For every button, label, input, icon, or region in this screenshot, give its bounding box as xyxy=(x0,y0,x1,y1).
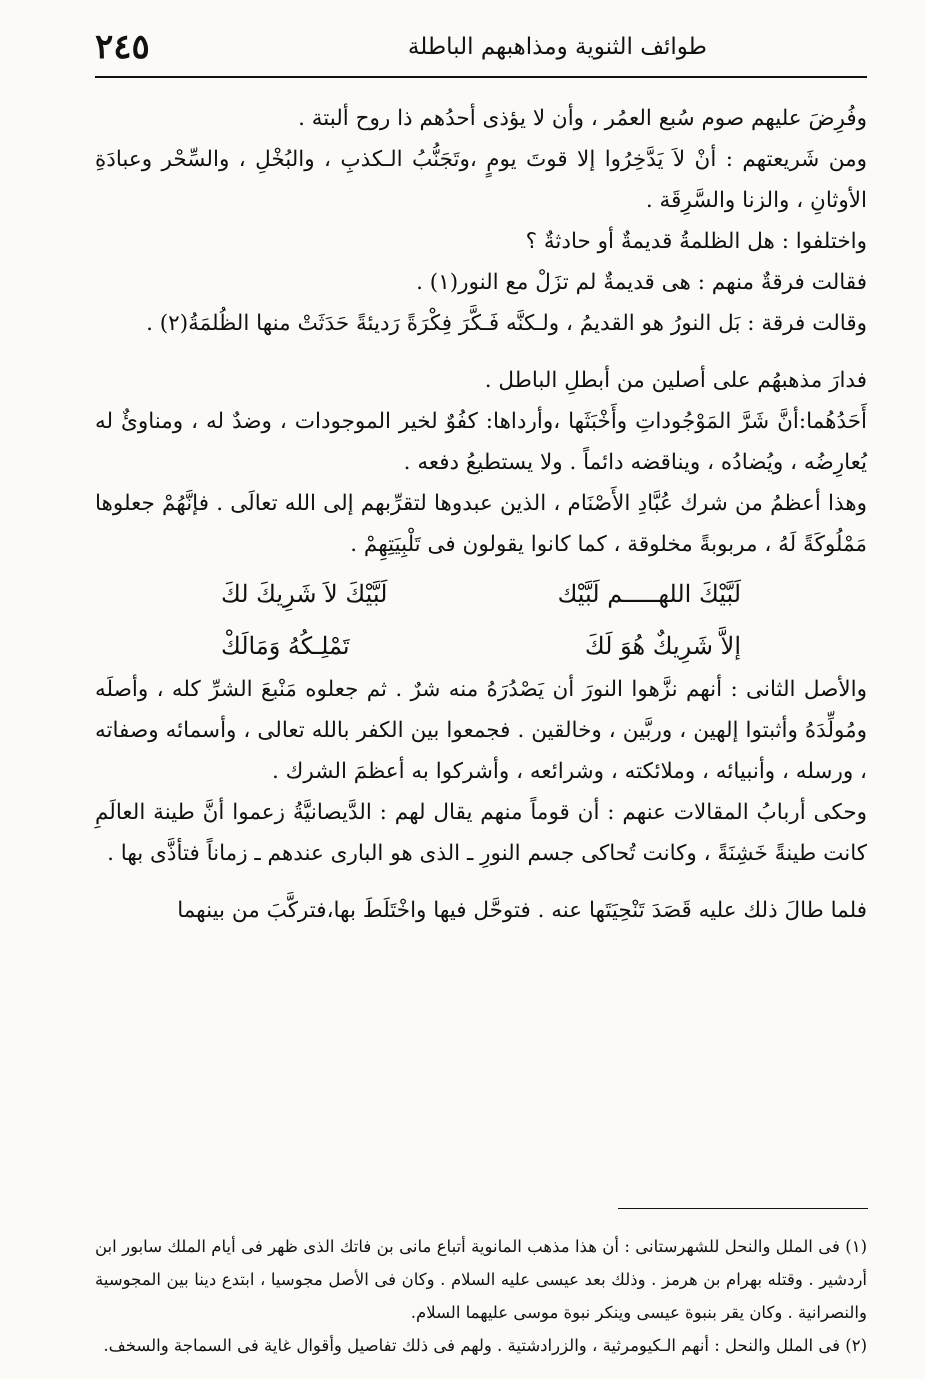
footnote: (١) فى الملل والنحل للشهرستانى : أن هذا مذهب المانوية أتباع مانى بن فاتك الذى ظهر فى أيام الملك سابور ابن أردشير . وقتله بهرام بن هرمز . وذلك بعد عيسى عليه السلام . وكان فى الأصل مجوسيا ، ابتدع دينا بين المجوسية والنصرانية . وكان يقر بنبوة عيسى وينكر نبوة موسى عليهما السلام. xyxy=(95,1237,867,1322)
verse-line xyxy=(221,571,741,617)
page-header xyxy=(95,18,867,78)
paragraph: أَحَدُهُما:أنَّ شَرَّ المَوْجُوداتِ وأَخْبَثَها ،وأرداها: كفُوٌ لخير الموجودات ، وضدٌ له ، ومناوئٌ له يُعارِضُه ، ويُضادُه ، ويناقضه دائماً . ولا يستطيعُ دفعه . xyxy=(95,409,867,475)
paragraph: وفُرِضَ عليهم صوم سُبع العمُر ، وأن لا يؤذى أحدُهم ذا روح ألبتة . xyxy=(298,106,867,131)
verse-hemistich: لَبَّيْكَ اللهـــــم لَبَّيْك xyxy=(557,580,741,608)
running-title: طوائف الثنوية ومذاهبهم الباطلة xyxy=(407,34,707,60)
footnotes xyxy=(95,1230,867,1362)
paragraph: وحكى أربابُ المقالات عنهم : أن قوماً منهم يقال لهم : الدَّيصانيَّةُ زعموا أنَّ طينة العالَمِ كانت طينةً خَشِنَةً ، وكانت تُحاكى جسم النورِ ـ الذى هو البارى عندهم ـ زماناً فتأذَّى بها . xyxy=(95,800,867,866)
main-text xyxy=(95,98,867,931)
paragraph: وقالت فرقة : بَل النورُ هو القديمُ ، ولـكنَّه فَـكَّرَ فِكْرَةً رَديئةً حَدَثَتْ منها الظُلمَةُ(٢) . xyxy=(146,311,867,336)
paragraph: وهذا أعظمُ من شرك عُبَّادِ الأَصْنَام ، الذين عبدوها لتقرِّبهم إلى الله تعالَى . فإنَّهُمْ جعلوها مَمْلُوكَةً لَهُ ، مربوبةً مخلوقة ، كما كانوا يقولون فى تَلْبِيَتِهِمْ . xyxy=(95,491,867,557)
footnote-separator xyxy=(618,1208,868,1209)
footnote: (٢) فى الملل والنحل : أنهم الـكيومرثية ، والزرادشتية . ولهم فى ذلك تفاصيل وأقوال غاية فى السماجة والسخف. xyxy=(103,1336,867,1355)
paragraph: ومن شَريعتهم : أنْ لاَ يَدَّخِرُوا إلا قوتَ يومٍ ،وتَجَنُّبُ الـكذبِ ، والبُخْلِ ، والسِّحْر وعبادَةِ الأوثانِ ، والزنا والسَّرِقَة . xyxy=(95,147,867,213)
verse-hemistich: تَمْلِـكُهُ وَمَالَكْ xyxy=(221,632,350,660)
verse-hemistich: إلاَّ شَرِيكٌ هُوَ لَكَ xyxy=(584,632,741,660)
paragraph: فقالت فرقةٌ منهم : هى قديمةٌ لم تزَلْ مع النور(١) . xyxy=(416,270,867,295)
page-number: ٢٤٥ xyxy=(95,27,150,67)
paragraph: واختلفوا : هل الظلمةُ قديمةٌ أو حادثةٌ ؟ xyxy=(525,229,867,254)
paragraph: والأصل الثانى : أنهم نزَّهوا النورَ أن يَصْدُرَهُ منه شرٌ . ثم جعلوه مَنْبعَ الشرِّ كله ، وأصلَه ومُولِّدَهُ وأثبتوا إلهين ، وربَّين ، وخالقين . فجمعوا بين الكفر بالله تعالى ، وأسمائه وصفاته ، ورسله ، وأنبيائه ، وملائكته ، وشرائعه ، وأشركوا به أعظمَ الشرك . xyxy=(95,677,867,784)
verse-hemistich: لَبَّيْكَ لاَ شَرِيكَ لكَ xyxy=(221,580,388,608)
paragraph: فلما طالَ ذلك عليه قَصَدَ تَنْحِيَتَها عنه . فتوحَّل فيها واخْتَلَطَ بها،فتركَّبَ من بينهما xyxy=(177,898,867,923)
paragraph: فدارَ مذهبهُم على أصلين من أبطلِ الباطل . xyxy=(484,368,867,393)
verse-line xyxy=(221,623,741,669)
